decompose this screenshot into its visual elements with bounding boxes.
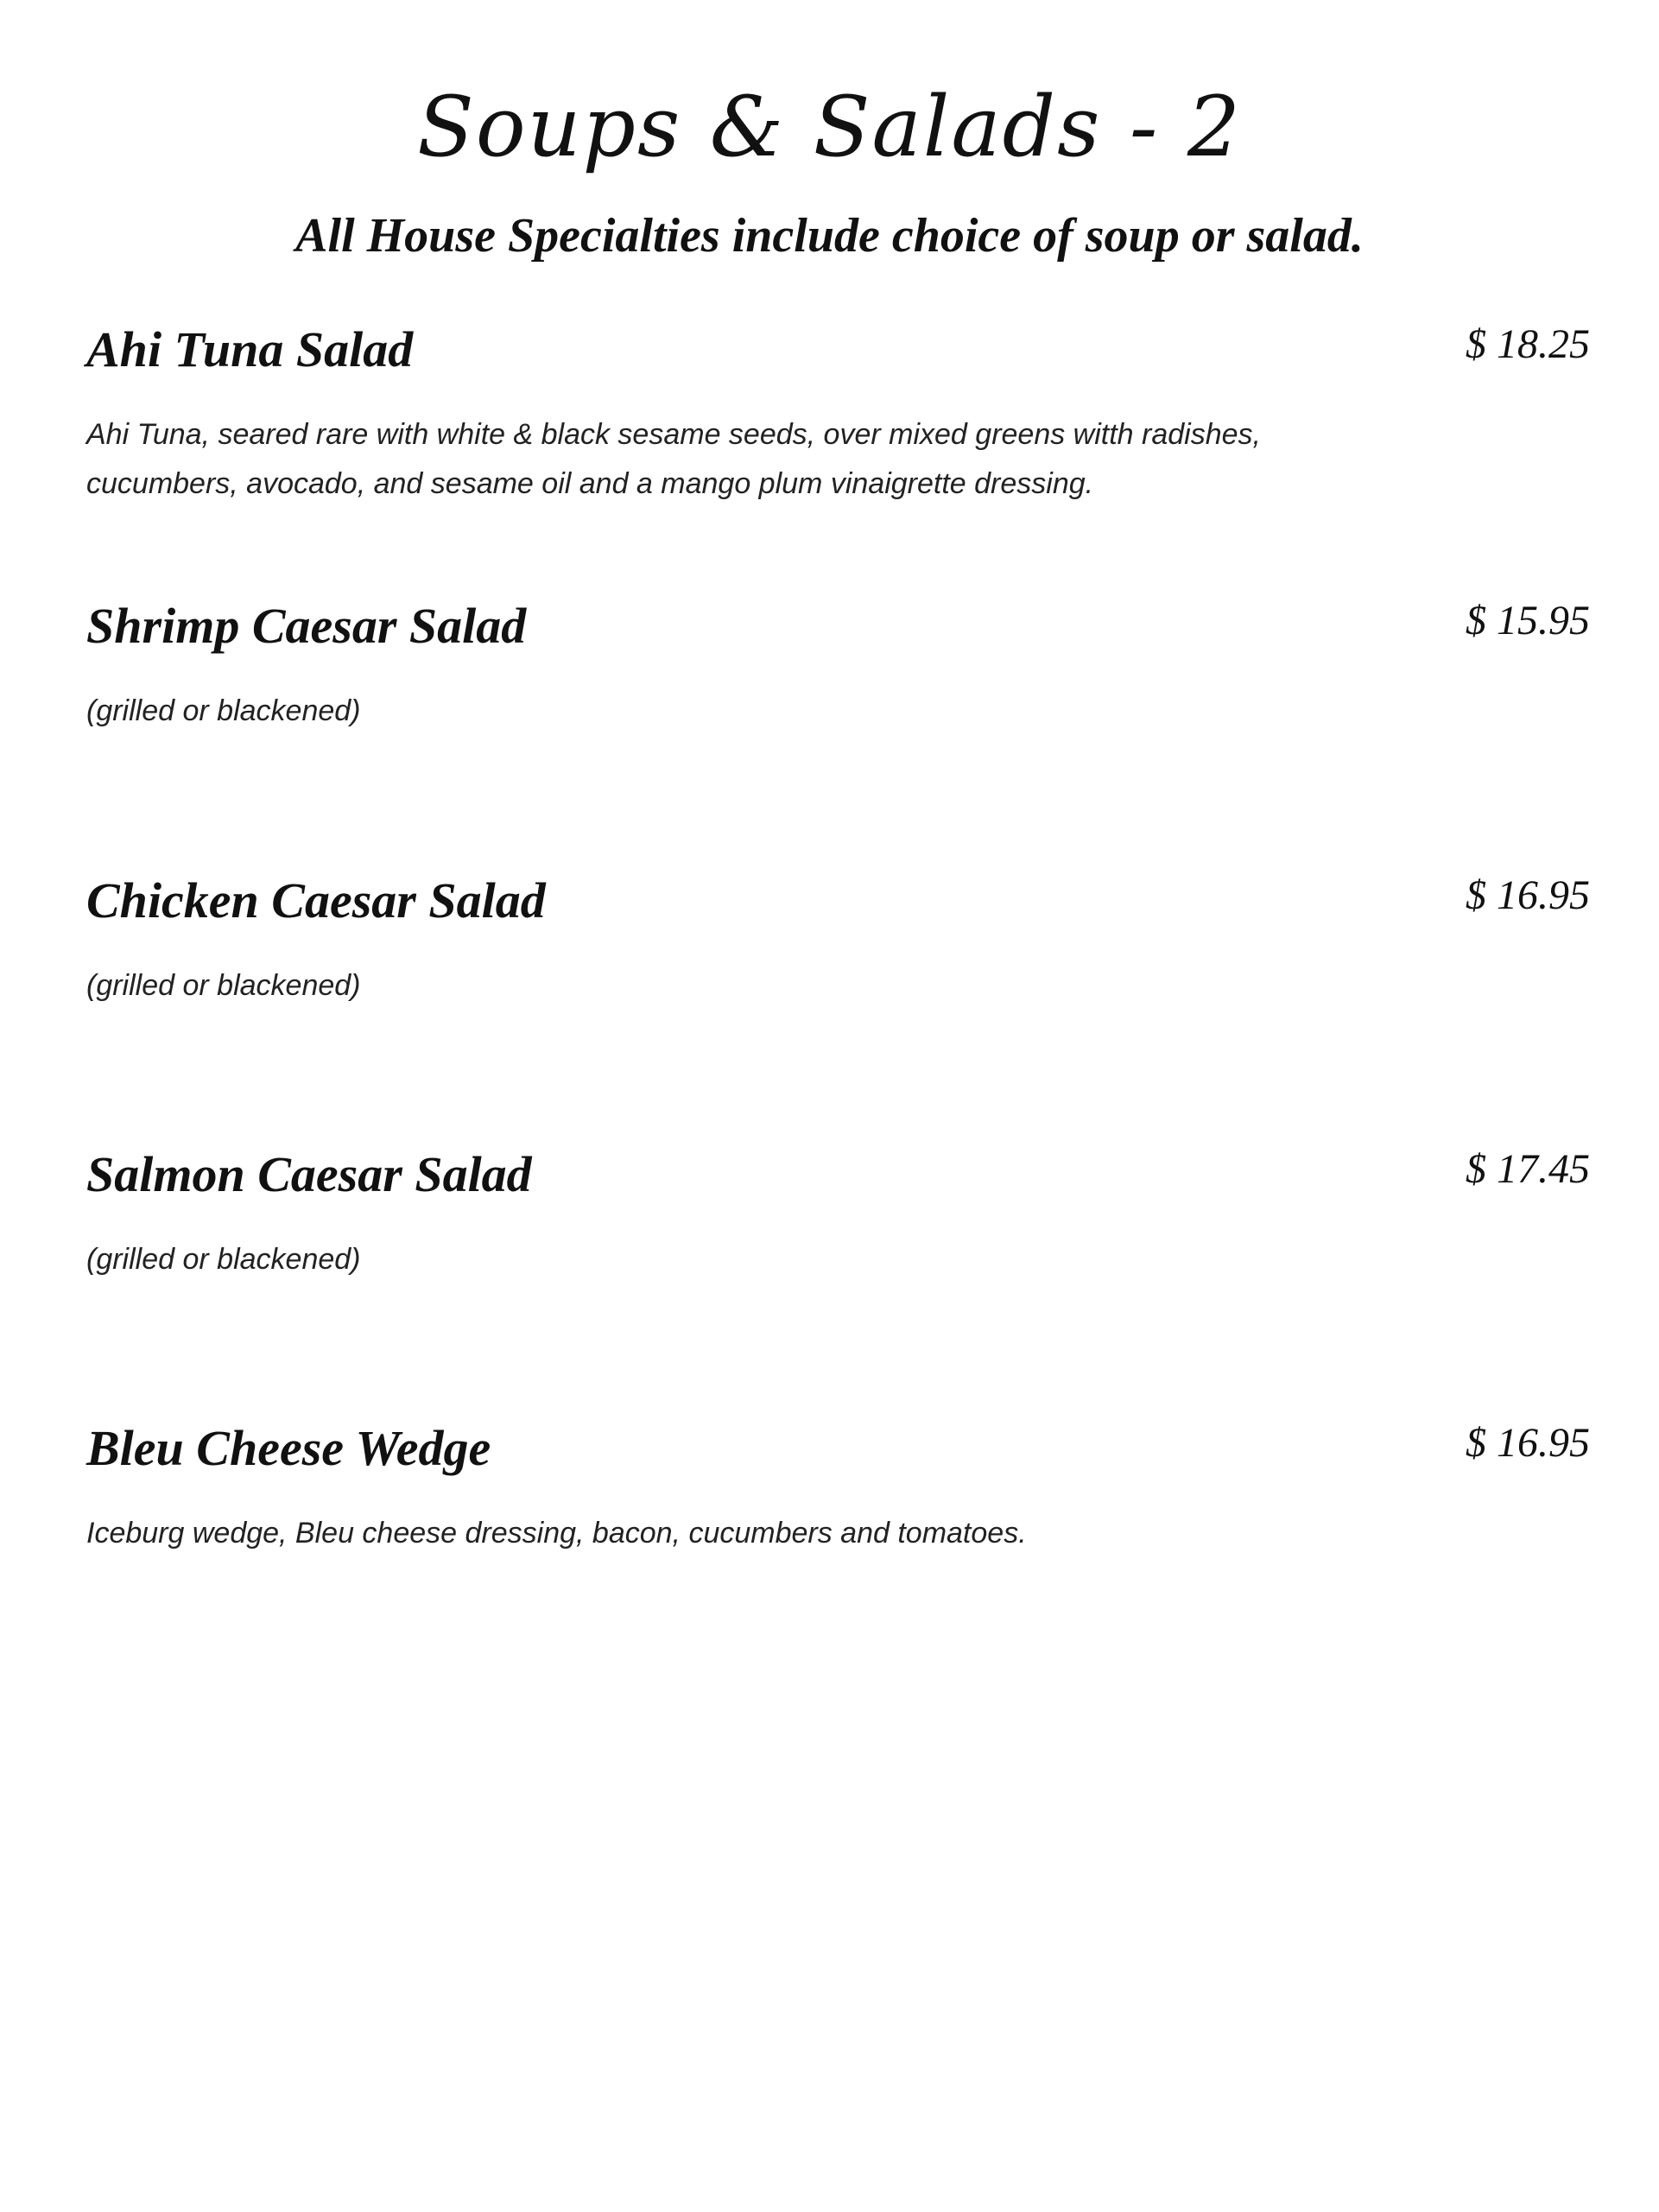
menu-item-price: $ 17.45 [1466, 1146, 1590, 1192]
menu-item-price: $ 15.95 [1466, 598, 1590, 643]
menu-item-name: Shrimp Caesar Salad [86, 598, 527, 654]
menu-item-description: Iceburg wedge, Bleu cheese dressing, bacon, cucumbers and tomatoes. [86, 1517, 1027, 1550]
page-title: Soups & Salads - 2 [417, 79, 1242, 175]
menu-item-name: Bleu Cheese Wedge [86, 1420, 491, 1476]
menu-item-name: Salmon Caesar Salad [86, 1146, 532, 1202]
menu-item-description: Ahi Tuna, seared rare with white & black sesame seeds, over mixed greens witth radishes, cucumbers, avocado, and sesame oil and a mango plum vinaigrette dressing. [86, 418, 1261, 500]
menu-item-description: (grilled or blackened) [86, 694, 361, 727]
menu-item-name: Ahi Tuna Salad [86, 321, 414, 377]
menu-item-description: (grilled or blackened) [86, 969, 361, 1002]
menu-item-name: Chicken Caesar Salad [86, 872, 546, 929]
menu-item-price: $ 18.25 [1466, 321, 1590, 367]
menu-item-price: $ 16.95 [1466, 872, 1590, 918]
menu-item-description: (grilled or blackened) [86, 1243, 361, 1276]
page-subtitle: All House Specialties include choice of soup or salad. [295, 209, 1364, 263]
menu-item-price: $ 16.95 [1466, 1420, 1590, 1466]
